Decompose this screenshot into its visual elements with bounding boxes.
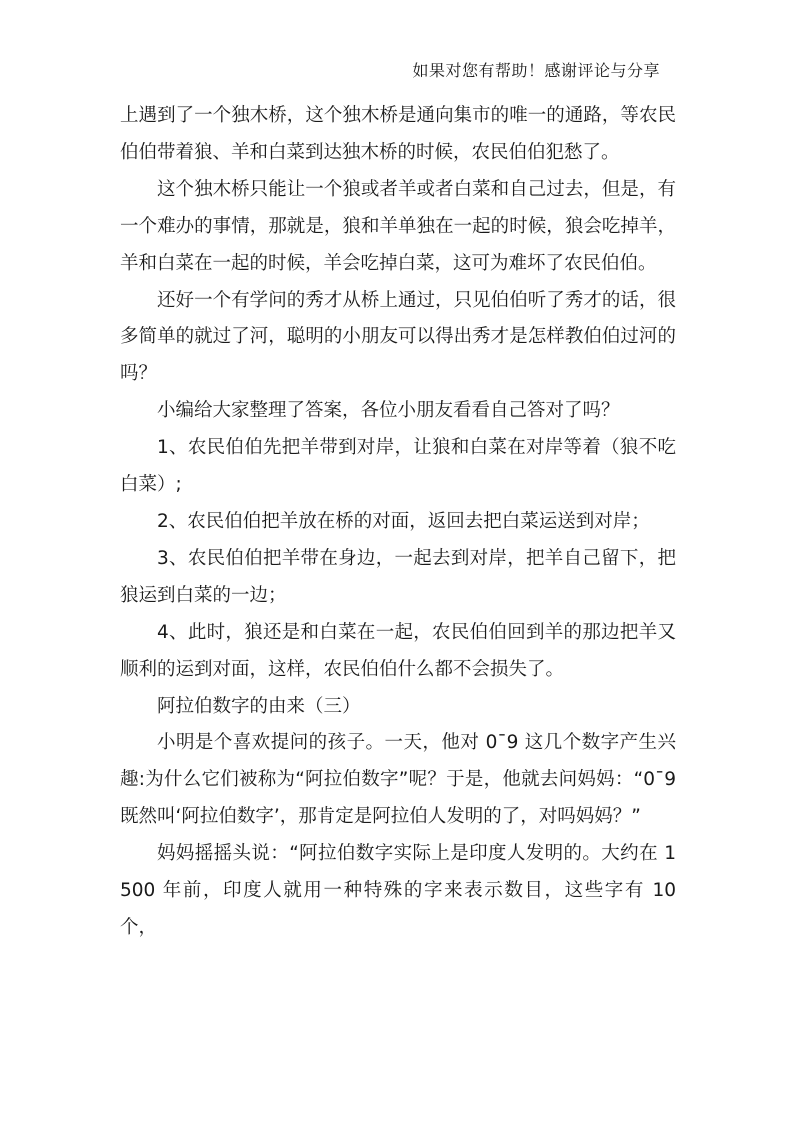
answer-step-2: 2、农民伯伯把羊放在桥的对面，返回去把白菜运送到对岸；	[157, 510, 650, 532]
paragraph-1: 上遇到了一个独木桥，这个独木桥是通向集市的唯一的通路，等农民伯伯带着狼、羊和白菜到达独木桥的时候，农民伯伯犯愁了。	[120, 105, 676, 163]
paragraph-10: 小明是个喜欢提问的孩子。一天，他对 0¯9 这几个数字产生兴趣:为什么它们被称为“阿拉伯数字”呢？于是，他就去问妈妈：“0¯9 既然叫‘阿拉伯数字’，那肯定是阿拉伯人发明的了，对吗妈妈？”	[120, 732, 676, 828]
page-header: 如果对您有帮助！感谢评论与分享	[412, 61, 660, 80]
answer-step-4: 4、此时，狼还是和白菜在一起，农民伯伯回到羊的那边把羊又顺利的运到对面，这样，农民伯伯什么都不会损失了。	[120, 621, 676, 680]
document-body	[120, 98, 676, 947]
paragraph-4: 小编给大家整理了答案，各位小朋友看看自己答对了吗？	[157, 400, 620, 422]
section-title: 阿拉伯数字的由来（三）	[157, 695, 361, 717]
paragraph-2: 这个独木桥只能让一个狼或者羊或者白菜和自己过去，但是，有一个难办的事情，那就是，狼和羊单独在一起的时候，狼会吃掉羊，羊和白菜在一起的时候，羊会吃掉白菜，这可为难坏了农民伯伯。	[120, 178, 676, 274]
answer-step-3: 3、农民伯伯把羊带在身边，一起去到对岸，把羊自己留下，把狼运到白菜的一边；	[120, 547, 676, 606]
paragraph-11: 妈妈摇摇头说：“阿拉伯数字实际上是印度人发明的。大约在 1500 年前，印度人就用一种特殊的字来表示数目，这些字有 10 个，	[120, 843, 676, 938]
answer-step-1: 1、农民伯伯先把羊带到对岸，让狼和白菜在对岸等着（狼不吃白菜）;	[120, 437, 676, 496]
paragraph-3: 还好一个有学问的秀才从桥上通过，只见伯伯听了秀才的话，很多简单的就过了河，聪明的小朋友可以得出秀才是怎样教伯伯过河的吗？	[120, 289, 676, 385]
